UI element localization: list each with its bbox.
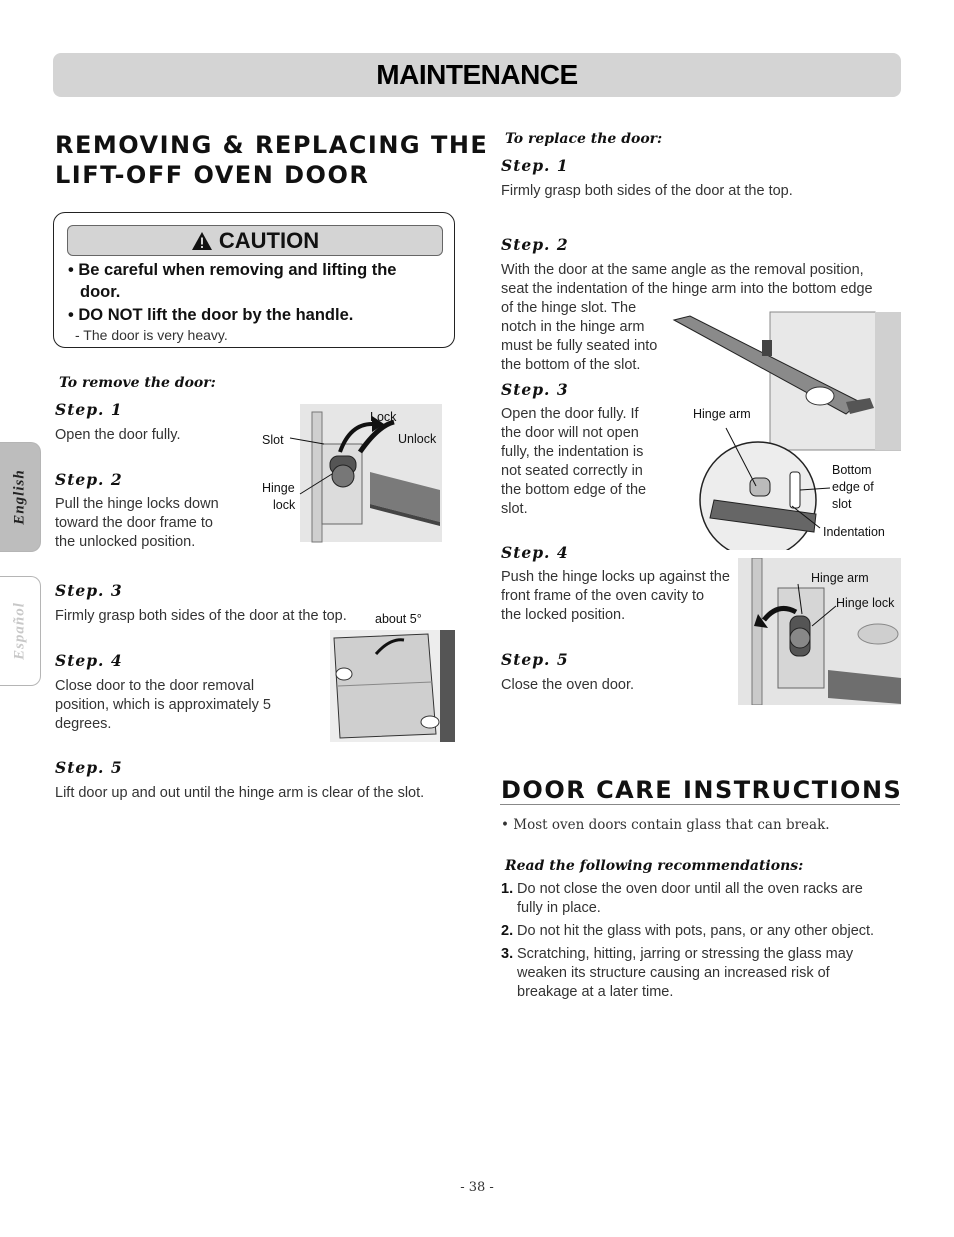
caution-box (53, 212, 455, 348)
label-hinge-arm: Hinge arm (693, 407, 751, 421)
door-care-bullet: • Most oven doors contain glass that can break. (501, 817, 830, 833)
warning-icon (191, 231, 213, 251)
remove-step-3-title: Step. 3 (55, 581, 123, 600)
label-slot: Slot (262, 433, 284, 447)
remove-step-5-text: Lift door up and out until the hinge arm is clear of the slot. (55, 785, 425, 801)
tab-english-label: English (11, 469, 28, 525)
replace-step-4-title: Step. 4 (501, 543, 569, 562)
page-number: - 38 - (460, 1180, 494, 1195)
caution-label: CAUTION (218, 228, 320, 253)
label-bottom-edge-3: slot (832, 497, 852, 511)
remove-step-3-text: Firmly grasp both sides of the door at the top. (55, 608, 347, 624)
replace-step-3-text: Open the door fully. If the door will not open fully, the indentation is not seated correctly in the bottom edge of the slot. (501, 406, 647, 517)
replace-step-5-title: Step. 5 (501, 650, 569, 669)
label-bottom-edge-2: edge of (832, 480, 874, 494)
caution-bullet-1-cont: door. (80, 283, 121, 301)
remove-step-4-text: Close door to the door removal position, which is approximately 5 degrees. (55, 678, 271, 732)
label-hinge-arm-2: Hinge arm (811, 571, 869, 585)
caution-bar (67, 225, 443, 256)
label-bottom-edge-1: Bottom (832, 463, 872, 477)
caution-bullet-1: • Be careful when removing and lifting the (68, 261, 397, 279)
section-heading-line1: REMOVING & REPLACING THE (55, 131, 489, 159)
hinge-lock-push-illustration (738, 558, 901, 705)
section-banner (53, 53, 901, 97)
section-heading-line2: LIFT-OFF OVEN DOOR (55, 161, 370, 189)
replace-step-2-title: Step. 2 (501, 235, 569, 254)
remove-step-5-title: Step. 5 (55, 758, 123, 777)
label-hinge-lock: lock (273, 498, 296, 512)
list-item: 3. Scratching, hitting, jarring or stressing the glass may weaken its structure causing an increased risk of breakage at a later time. (501, 946, 854, 1000)
door-care-heading: DOOR CARE INSTRUCTIONS (501, 776, 903, 804)
replace-subhead: To replace the door: (505, 131, 663, 147)
door-care-list (501, 880, 901, 1002)
tab-espanol[interactable] (0, 576, 41, 686)
replace-step-5-text: Close the oven door. (501, 677, 635, 693)
remove-step-2-title: Step. 2 (55, 470, 123, 489)
door-care-subhead: Read the following recommendations: (505, 858, 804, 874)
remove-step-1-title: Step. 1 (55, 400, 123, 419)
label-hinge: Hinge (262, 481, 295, 495)
replace-step-4-text: Push the hinge locks up against the front frame of the oven cavity to the locked position. (501, 569, 730, 623)
replace-step-1-title: Step. 1 (501, 156, 569, 175)
list-item: 2. Do not hit the glass with pots, pans, or any other object. (501, 923, 875, 939)
tab-espanol-label: Español (11, 602, 28, 660)
door-angle-illustration (330, 630, 455, 742)
door-seating-illustration (670, 310, 901, 550)
remove-subhead: To remove the door: (59, 375, 216, 391)
label-about-5: about 5° (375, 612, 422, 626)
caution-bullet-2: • DO NOT lift the door by the handle. (68, 306, 354, 324)
hinge-lock-illustration (260, 404, 442, 544)
door-care-rule (500, 804, 900, 805)
label-hinge-lock-2: Hinge lock (836, 596, 895, 610)
remove-step-1-text: Open the door fully. (55, 427, 181, 443)
remove-step-4-title: Step. 4 (55, 651, 123, 670)
list-item: 1. Do not close the oven door until all the oven racks are fully in place. (501, 881, 863, 916)
label-lock: Lock (370, 410, 397, 424)
caution-note: - The door is very heavy. (75, 327, 228, 343)
tab-english[interactable] (0, 442, 41, 552)
page-title: MAINTENANCE (376, 59, 578, 90)
label-indentation: Indentation (823, 525, 885, 539)
label-unlock: Unlock (398, 432, 437, 446)
replace-step-2-text: With the door at the same angle as the removal position, seat the indentation of the hinge arm into the bottom edge of the hinge slot. The notch in the hinge arm must be fully seated into the bottom of the slot. (501, 262, 873, 373)
remove-step-2-text: Pull the hinge locks down toward the door frame to the unlocked position. (55, 496, 219, 550)
replace-step-3-title: Step. 3 (501, 380, 569, 399)
replace-step-1-text: Firmly grasp both sides of the door at the top. (501, 183, 793, 199)
